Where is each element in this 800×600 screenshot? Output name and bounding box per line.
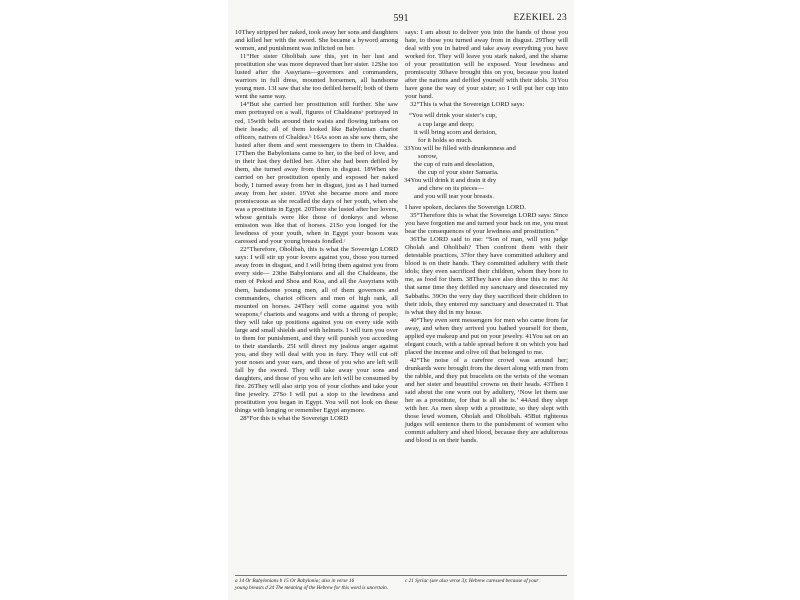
verse-paragraph: 36The LORD said to me: “Son of man, will you judge Oholah and Oholibah? Then confront them with their detestable practices, 37for they have committed adultery and blood is on their hands. They committed adultery with their idols; they even sacrificed their children, whom they bore to me, as food for them. 38They have also done this to me: At that same time they defiled my sanctuary and desecrated my Sabbaths. 39On the very day they sacrificed their children to their idols, they entered my sanctuary and desecrated it. That is what they did in my house.	[405, 236, 568, 316]
poem-line: 34You will drink it and drain it dry	[404, 176, 497, 184]
poem-line: it will bring scorn and derision,	[414, 128, 497, 136]
poem-line: the cup of ruin and desolation,	[414, 160, 495, 168]
verse-paragraph: 11“Her sister Oholibah saw this, yet in her lust and prostitution she was more depraved than her sister. 12She too lusted after the Assyrians—governors and commanders, warriors in full dress, mounted horsemen, all handsome young men. 13I saw that she too defiled herself; both of them went the same way.	[235, 53, 398, 101]
left-column	[235, 29, 398, 423]
footnote-line: c 21 Syriac (see also verse 3); Hebrew caressed because of your	[405, 578, 539, 584]
poem-line: sorrow,	[418, 152, 438, 160]
verse-paragraph: 42“The noise of a carefree crowd was around her; drunkards were brought from the desert along with men from the rabble, and they put bracelets on the wrists of the woman and her sister and beautiful crowns on their heads. 43Then I said about the one worn out by adultery, ‘Now let them use her as a prostitute, for that is all she is.’ 44And they slept with her. As men sleep with a prostitute, so they slept with those lewd women, Oholah and Oholibah. 45But righteous judges will sentence them to the punishment of women who commit adultery and shed blood, because they are adulterous and blood is on their hands.	[405, 356, 568, 445]
verse-paragraph: I have spoken, declares the Sovereign LORD.	[405, 203, 526, 211]
verse-paragraph: 10They stripped her naked, took away her sons and daughters and killed her with the sword. She became a byword among women, and punishment was inflicted on her.	[235, 29, 398, 53]
running-head: EZEKIEL 23	[513, 13, 567, 23]
poem-line: “You will drink your sister’s cup,	[409, 112, 497, 120]
footnotes-left	[235, 578, 398, 592]
verse-paragraph: 35“Therefore this is what the Sovereign LORD says: Since you have forgotten me and turned your back on me, you must bear the consequences of your lewdness and prostitution.”	[405, 212, 568, 236]
bible-page	[229, 0, 573, 600]
page-number: 591	[393, 13, 409, 24]
page-header	[229, 13, 573, 27]
poem-line: a cup large and deep;	[418, 120, 474, 128]
verse-paragraph: says: I am about to deliver you into the hands of those you hate, to those you turned away from in disgust. 29They will deal with you in hatred and take away everything you have worked for. They will leave you stark naked, and the shame of your prostitution will be exposed. Your lewdness and promiscuity 30have brought this on you, because you lusted after the nations and defiled yourself with their idols. 31You have gone the way of your sister; so I will put her cup into your hand.	[405, 29, 568, 101]
poem-block	[405, 112, 568, 201]
footnote-line: young breasts d 24 The meaning of the Hebrew for this word is uncertain.	[235, 585, 389, 591]
footnotes-right	[405, 578, 573, 585]
verse-paragraph: 40“They even sent messengers for men who came from far away, and when they arrived you bathed yourself for them, applied eye makeup and put on your jewelry. 41You sat on an elegant couch, with a table spread before it on which you had placed the incense and olive oil that belonged to me.	[405, 316, 568, 356]
poem-line: 33You will be filled with drunkenness and	[404, 144, 516, 152]
right-column	[405, 29, 568, 445]
footnote-line: a 14 Or Babylonians b 15 Or Babylonia; also in verse 16	[235, 578, 355, 584]
verse-paragraph: 22“Therefore, Oholibah, this is what the Sovereign LORD says: I will stir up your lovers against you, those you turned away from in disgust, and I will bring them against you from every side— 23the Babylonians and all the Chaldeans, the men of Pekod and Shoa and Koa, and all the Assyrians with them, handsome young men, all of them governors and commanders, chariot officers and men of high rank, all mounted on horses. 24They will come against you with weapons,ᵈ chariots and wagons and with a throng of people; they will take up positions against you on every side with large and small shields and with helmets. I will turn you over to them for punishment, and they will punish you according to their standards. 25I will direct my jealous anger against you, and they will deal with you in fury. They will cut off your noses and your ears, and those of you who are left will fall by the sword. They will take away your sons and daughters, and those of you who are left will be consumed by fire. 26They will also strip you of your clothes and take your fine jewelry. 27So I will put a stop to the lewdness and prostitution you began in Egypt. You will not look on these things with longing or remember Egypt anymore.	[235, 246, 398, 415]
poem-line: the cup of your sister Samaria.	[418, 168, 499, 176]
poem-line: for it holds so much.	[418, 136, 473, 144]
verse-paragraph: 32“This is what the Sovereign LORD says:	[410, 101, 525, 109]
poem-line: and chew on its pieces—	[418, 184, 484, 192]
after-poem-block	[405, 204, 568, 445]
poem-line: and you will tear your breasts.	[414, 192, 494, 200]
footnote-divider	[235, 575, 567, 576]
verse-paragraph: 14“But she carried her prostitution still further. She saw men portrayed on a wall, figures of Chaldeansᵃ portrayed in red, 15with belts around their waists and flowing turbans on their heads; all of them looked like Babylonian chariot officers, natives of Chaldea.ᵇ 16As soon as she saw them, she lusted after them and sent messengers to them in Chaldea. 17Then the Babylonians came to her, to the bed of love, and in their lust they defiled her. After she had been defiled by them, she turned away from them in disgust. 18When she carried on her prostitution openly and exposed her naked body, I turned away from her in disgust, just as I had turned away from her sister. 19Yet she became more and more promiscuous as she recalled the days of her youth, when she was a prostitute in Egypt. 20There she lusted after her lovers, whose genitals were like those of donkeys and whose emission was like that of horses. 21So you longed for the lewdness of your youth, when in Egypt your bosom was caressed and your young breasts fondled.ᶜ	[235, 101, 398, 246]
verse-paragraph: 28“For this is what the Sovereign LORD	[240, 415, 349, 423]
